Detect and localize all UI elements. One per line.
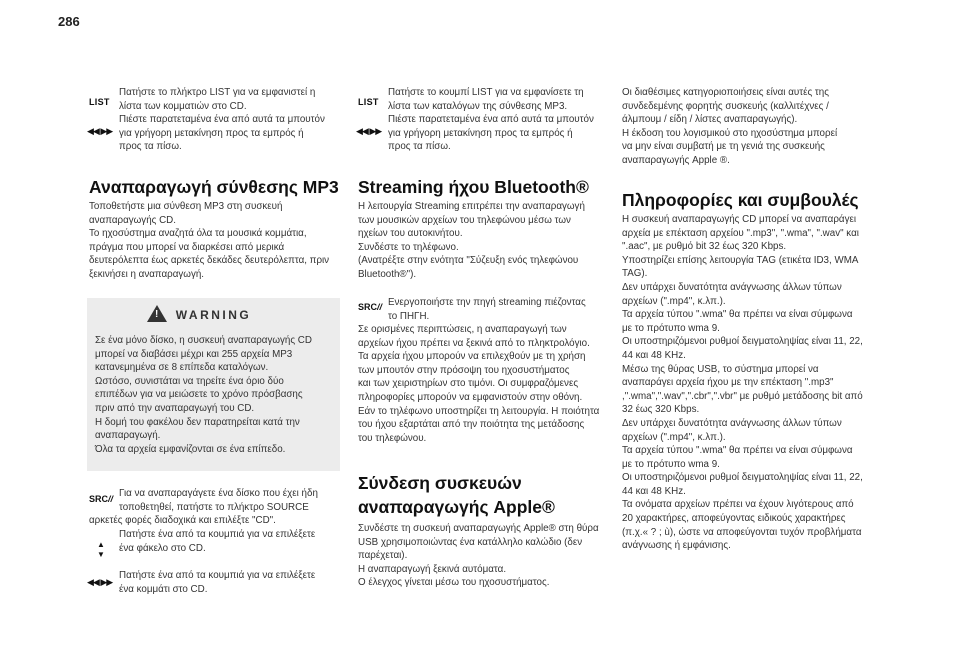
col3-heading: Πληροφορίες και συμβουλές — [622, 190, 859, 210]
col3-body: Η συσκευή αναπαραγωγής CD μπορεί να αναπαράγει αρχεία με επέκταση αρχείου ".mp3", ".wma", ".wav" και ".aac", με ρυθμό bit 32 έως 320 Kbps. Υποστηρίζει επίσης λειτουργία TAG (ετικέτα ID3, WMA TAG). Δεν υπάρχει δυνατότητα ανάγνωσης άλλων τύπων αρχείων (".mp4", κ.λπ.). Τα αρχεία τύπου ".wma" θα πρέπει να είναι σύμφωνα με το πρότυπο wma 9. Οι υποστηριζόμενοι ρυθμοί δειγματοληψίας είναι 11, 22, 44 και 48 KHz. Μέσω της θύρας USB, το σύστημα μπορεί να αναπαράγει αρχεία ήχου με την επέκταση ".mp3" ,".wma",".wav",".cbr",".vbr" με ρυθμό μετάδοσης bit από 32 έως 320 Kbps. Δεν υπάρχει δυνατότητα ανάγνωσης άλλων τύπων αρχείων (".mp4", κ.λπ.). Τα αρχεία τύπου ".wma" θα πρέπει να είναι σύμφωνα με το πρότυπο wma 9. Οι υποστηριζόμενοι ρυθμοί δειγματοληψίας είναι 11, 22, 44 και 48 KHz. Τα ονόματα αρχείων πρέπει να έχουν λιγότερους από 20 χαρακτήρες, αποφεύγοντας ειδικούς χαρακτήρες (π.χ.« ? ; ù), ώστε να αποφεύγονται τυχόν προβλήματα ανάγνωσης ή εμφάνισης. — [622, 214, 863, 552]
warning-text: Σε ένα μόνο δίσκο, η συσκευή αναπαραγωγής CD μπορεί να διαβάσει μέχρι και 255 αρχεία MP3 κατανεμημένα σε 8 επίπεδα καταλόγων. Ωστόσο, συνιστάται να τηρείτε ένα όριο δύο επιπέδων για να μειώσετε το χρόνο πρόσβασης πριν από την αναπαραγωγή του CD. Η δομή του φακέλου δεν παρατηρείται κατά την αναπαραγωγή. Όλα τα αρχεία εμφανίζονται σε ένα επίπεδο. — [95, 335, 312, 455]
col1-intro: Πατήστε το πλήκτρο LIST για να εμφανιστεί η λίστα των κομματιών στο CD. Πιέστε παρατεταμένα ένα από αυτά τα μπουτόν για γρήγορη μετακίνηση προς τα εμπρός ή προς τα πίσω. — [119, 87, 325, 153]
list-icon-2: LIST — [358, 97, 379, 107]
up-down-arrows-icon: ▲ ▼ — [97, 540, 104, 559]
col2-body: Η λειτουργία Streaming επιτρέπει την αναπαραγωγή των μουσικών αρχείων του τηλεφώνου μέσω των ηχείων του αυτοκινήτου. Συνδέστε το τηλέφωνο. (Ανατρέξτε στην ενότητα "Σύζευξη ενός τηλεφώνου Bluetooth®"). — [358, 201, 585, 280]
list-icon: LIST — [89, 97, 110, 107]
col2-heading2: Σύνδεση συσκευών αναπαραγωγής Apple® — [358, 473, 555, 517]
col2-body2: Σε ορισμένες περιπτώσεις, η αναπαραγωγή των αρχείων ήχου πρέπει να ξεκινά από το πληκτρολόγιο. Τα αρχεία ήχου μπορούν να επιλεχθούν με τη χρήση των μπουτόν στην πρόσοψη του ηχοσυστήματος και των χειριστηρίων στο τιμόνι. Οι συμφραζόμενες πληροφορίες μπορούν να εμφανιστούν στην οθόνη. Εάν το τηλέφωνο υποστηρίζει τη λειτουργία. Η ποιότητα του ήχου εξαρτάται από την ποιότητα της μετάδοσης του τηλεφώνου. — [358, 324, 600, 444]
col1-src-text-b: αρκετές φορές διαδοχικά και επιλέξτε "CD". — [89, 515, 276, 526]
warning-triangle-icon: ! — [147, 305, 167, 322]
col1-seek-text: Πατήστε ένα από τα κουμπιά για να επιλέξετε ένα κομμάτι στο CD. — [119, 570, 316, 595]
seek-arrows-icon-2: ◀◀ ▶▶ — [87, 577, 113, 587]
col1-body: Τοποθετήστε μια σύνθεση MP3 στη συσκευή αναπαραγωγής CD. Το ηχοσύστημα αναζητά όλα τα μουσικά κομμάτια, πράγμα που μπορεί να διαρκέσει από μερικά δευτερόλεπτα έως αρκετές δεκάδες δευτερόλεπτα, πριν ξεκινήσει η αναπαραγωγή. — [89, 201, 330, 280]
warning-title: WARNING — [175, 308, 252, 322]
col2-src-text: Ενεργοποιήστε την πηγή streaming πιέζοντας το ΠΗΓΗ. — [388, 297, 586, 322]
col2-heading: Streaming ήχου Bluetooth® — [358, 177, 589, 197]
seek-arrows-icon-3: ◀◀ ▶▶ — [356, 126, 382, 136]
col1-heading: Αναπαραγωγή σύνθεσης MP3 — [89, 177, 339, 197]
seek-arrows-icon: ◀◀ ▶▶ — [87, 126, 113, 136]
col1-src-text: Για να αναπαραγάγετε ένα δίσκο που έχει ήδη τοποθετηθεί, πατήστε το πλήκτρο SOURCE — [119, 488, 318, 513]
col1-updown-text: Πατήστε ένα από τα κουμπιά για να επιλέξετε ένα φάκελο στο CD. — [119, 529, 316, 554]
source-icon-2: SRC// — [358, 302, 383, 312]
col3-intro: Οι διαθέσιμες κατηγοριοποιήσεις είναι αυτές της συνδεδεμένης φορητής συσκευής (καλλιτέχνες / άλμπουμ / είδη / λίστες αναπαραγωγής). Η έκδοση του λογισμικού στο ηχοσύστημα μπορεί να μην είναι συμβατή με τη γενιά της συσκευής αναπαραγωγής Apple ®. — [622, 87, 838, 166]
warning-box — [87, 298, 340, 471]
col2-body3: Συνδέστε τη συσκευή αναπαραγωγής Apple® στη θύρα USB χρησιμοποιώντας ένα κατάλληλο καλώδιο (δεν παρέχεται). Η αναπαραγωγή ξεκινά αυτόματα. Ο έλεγχος γίνεται μέσω του ηχοσυστήματος. — [358, 523, 599, 589]
page-number: 286 — [58, 14, 80, 29]
source-icon: SRC// — [89, 494, 114, 504]
col2-intro: Πατήστε το κουμπί LIST για να εμφανίσετε τη λίστα των καταλόγων της σύνθεσης MP3. Πιέστε παρατεταμένα ένα από αυτά τα μπουτόν για γρήγορη μετακίνηση προς τα εμπρός ή προς τα πίσω. — [388, 87, 594, 153]
